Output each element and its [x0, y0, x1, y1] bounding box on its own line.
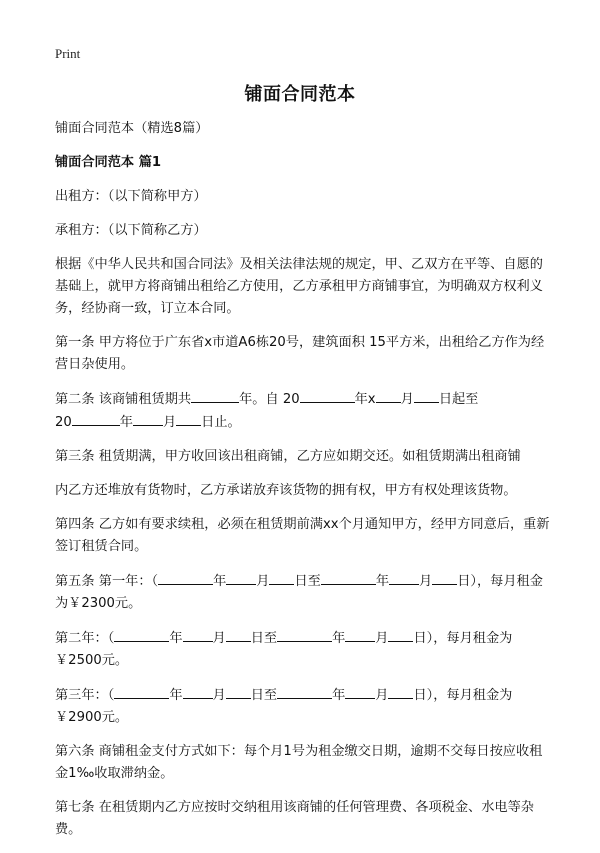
blank-field	[183, 684, 213, 699]
document-body	[55, 118, 555, 853]
article-2-text: 月	[400, 392, 414, 407]
rent-text: 年	[375, 574, 390, 589]
blank-field	[389, 570, 419, 585]
blank-field	[176, 411, 201, 426]
article-2	[55, 388, 555, 434]
blank-field	[277, 627, 332, 642]
rent-text: 月	[256, 574, 270, 589]
rent-text: 第三年：（	[55, 688, 115, 703]
article-2-text: 日起至	[438, 392, 479, 407]
blank-field	[376, 388, 401, 403]
rent-text: 第五条 第一年：（	[55, 574, 159, 589]
rent-text: 年	[332, 631, 346, 646]
blank-field	[432, 570, 457, 585]
blank-field	[133, 411, 163, 426]
lessee-line: 承租方：（以下简称乙方）	[55, 223, 207, 238]
blank-field	[321, 570, 376, 585]
rent-year-2	[55, 627, 555, 672]
blank-field	[269, 570, 294, 585]
article-2-text: 月	[162, 415, 177, 430]
blank-field	[183, 627, 213, 642]
blank-field	[388, 627, 413, 642]
rent-text: 日至	[294, 574, 321, 589]
article-6: 第六条 商铺租金支付方式如下：每个月1号为租金缴交日期，逾期不交每日按应收租金1‰收取滞纳金。	[55, 744, 543, 781]
rent-text: 月	[375, 631, 389, 646]
print-link[interactable]: Print	[55, 46, 81, 61]
blank-field	[345, 627, 375, 642]
preamble-paragraph: 根据《中华人民共和国合同法》及相关法律法规的规定，甲、乙双方在平等、自愿的基础上，就甲方将商铺出租给乙方使用，乙方承租甲方商铺事宜，为明确双方权利义务，经协商一致，订立本合同。	[55, 257, 543, 316]
blank-field	[72, 411, 120, 426]
rent-text: 年	[332, 688, 346, 703]
article-1: 第一条 甲方将位于广东省x市道A6栋20号，建筑面积 15平方米，出租给乙方作为经营日杂使用。	[55, 335, 545, 372]
rent-text: 日），每月租金为￥2300元。	[55, 574, 543, 611]
rent-text: 日），每月租金为￥2500元。	[55, 631, 513, 668]
blank-field	[226, 684, 251, 699]
article-3a: 第三条 租赁期满，甲方收回该出租商铺，乙方应如期交还。如租赁期满出租商铺	[55, 449, 521, 464]
rent-text: 日至	[250, 688, 278, 703]
blank-field	[300, 388, 355, 403]
rent-text: 年	[213, 574, 227, 589]
rent-text: 日），每月租金为￥2900元。	[55, 688, 513, 725]
document-title: 铺面合同范本	[244, 84, 356, 105]
rent-text: 第二年：（	[55, 631, 115, 646]
blank-field	[414, 388, 439, 403]
article-5-year-1	[55, 570, 555, 615]
article-3b: 内乙方还堆放有货物时，乙方承诺放弃该货物的拥有权，甲方有权处理该货物。	[55, 483, 517, 498]
rent-text: 年	[169, 688, 183, 703]
rent-year-3	[55, 684, 555, 729]
rent-text: 月	[375, 688, 389, 703]
blank-field	[114, 627, 169, 642]
article-2-text: 20	[55, 415, 72, 430]
subtitle: 铺面合同范本（精选8篇）	[55, 121, 209, 136]
rent-text: 月	[212, 631, 226, 646]
article-4: 第四条 乙方如有要求续租，必须在租赁期前满xx个月通知甲方，经甲方同意后，重新签订租赁合同。	[55, 517, 550, 554]
article-7: 第七条 在租赁期内乙方应按时交纳租用该商铺的任何管理费、各项税金、水电等杂费。	[55, 800, 534, 837]
blank-field	[388, 684, 413, 699]
lessor-line: 出租方：（以下简称甲方）	[55, 189, 207, 204]
article-2-text: 第二条 该商铺租赁期共	[55, 392, 192, 407]
rent-text: 年	[169, 631, 183, 646]
article-2-text: 日止。	[201, 415, 241, 430]
rent-text: 日至	[250, 631, 278, 646]
rent-text: 月	[419, 574, 433, 589]
section-heading: 铺面合同范本 篇1	[55, 155, 162, 170]
article-2-text: 年	[119, 415, 133, 430]
blank-field	[114, 684, 169, 699]
blank-field	[345, 684, 375, 699]
article-2-text: 年。自 20	[239, 392, 300, 407]
article-2-text: 年x	[354, 392, 376, 407]
blank-field	[191, 388, 239, 403]
blank-field	[158, 570, 213, 585]
blank-field	[226, 627, 251, 642]
rent-text: 月	[212, 688, 226, 703]
blank-field	[226, 570, 256, 585]
blank-field	[277, 684, 332, 699]
